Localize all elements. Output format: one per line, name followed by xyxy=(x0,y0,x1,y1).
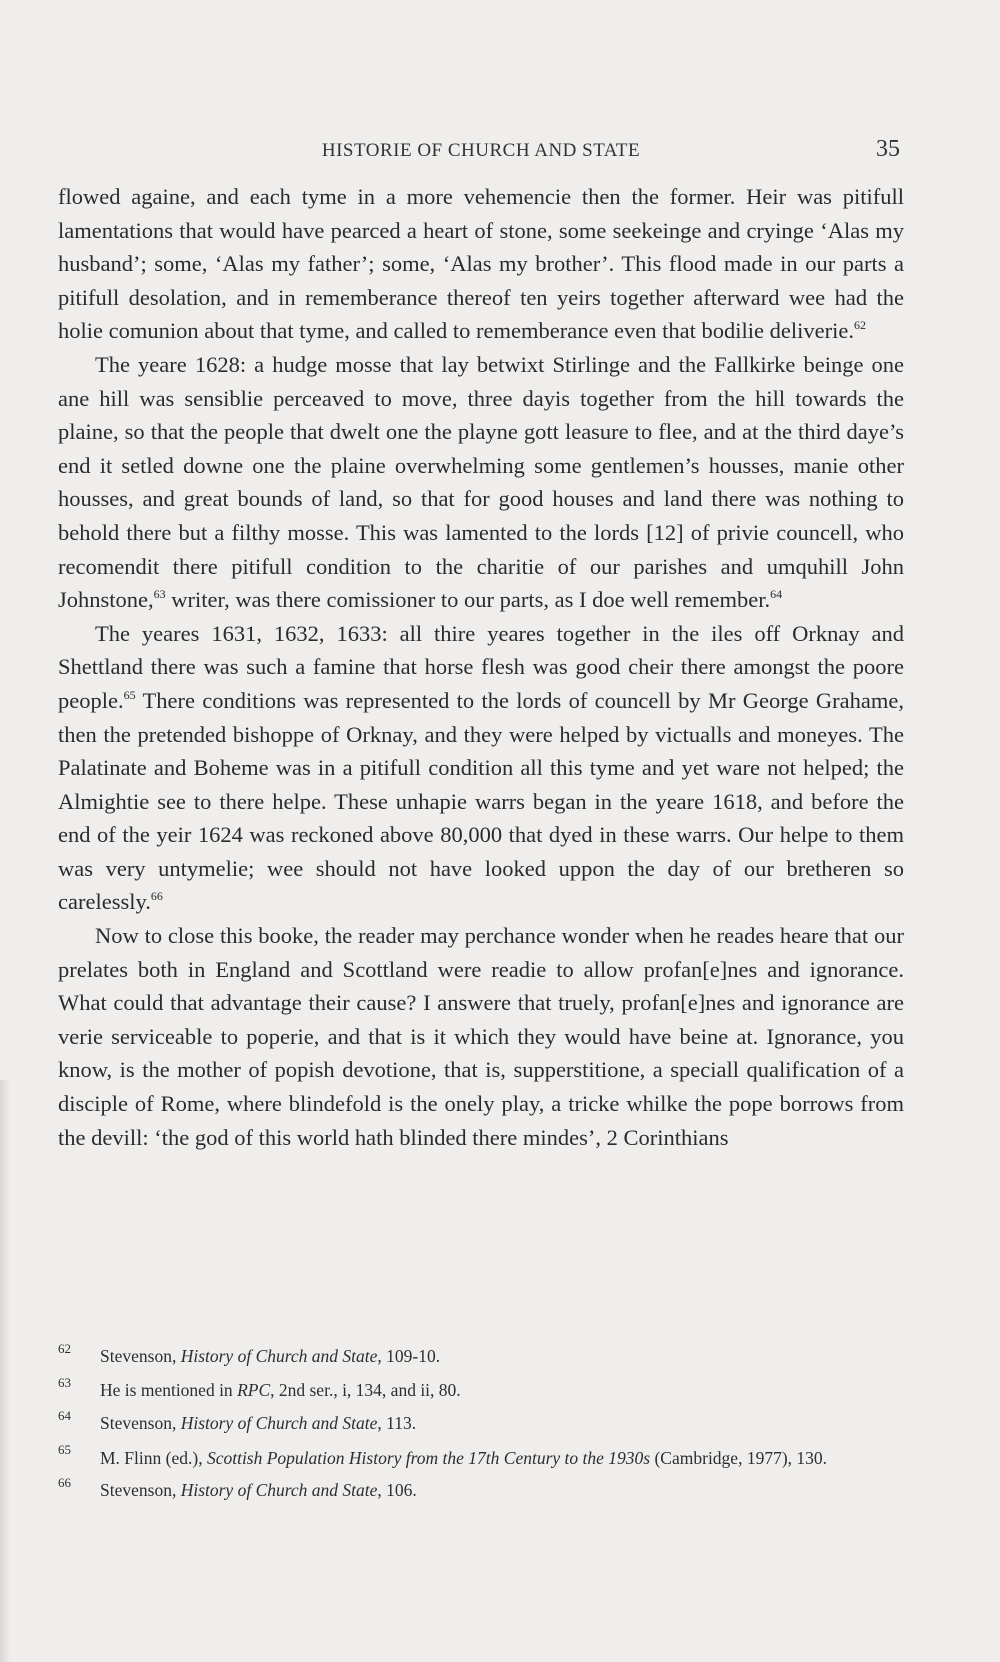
footnote-ref[interactable]: 65 xyxy=(123,687,136,702)
footnote-title: RPC xyxy=(237,1379,271,1400)
footnote-number: 62 xyxy=(58,1341,71,1356)
page-number: 35 xyxy=(876,136,900,162)
footnote-number: 63 xyxy=(58,1374,71,1390)
footnote-number: 66 xyxy=(58,1474,71,1490)
footnote-text: He is mentioned in xyxy=(100,1379,238,1400)
footnote-text: , 109-10. xyxy=(377,1346,441,1366)
footnote xyxy=(58,1441,904,1470)
footnote-text: Stevenson, xyxy=(100,1413,181,1433)
page-header xyxy=(58,136,904,170)
footnote xyxy=(58,1407,904,1441)
footnote-text: (Cambridge, 1977), 130. xyxy=(650,1447,828,1468)
footnote-ref[interactable]: 63 xyxy=(153,587,166,602)
footnote xyxy=(58,1340,904,1374)
paragraph xyxy=(58,919,904,1154)
paragraph xyxy=(58,180,904,348)
paragraph xyxy=(58,617,904,919)
paragraph-text: There conditions was represented to the lords of councell by Mr George Grahame, then the pretended bishoppe of Orknay, and they were helped by victualls and moneyes. The Palatinate and Boheme was in a pitifull condition all this tyme and yet ware not helped; the Almightie see to there helpe. These unhapie warrs began in the yeare 1618, and before the end of the yeir 1624 was reckoned above 80,000 that dyed in these warrs. Our helpe to them was very untymelie; wee should not have looked uppon the day of our bretheren so carelessly. xyxy=(58,687,904,915)
footnote-number: 65 xyxy=(58,1441,71,1457)
paragraph xyxy=(58,348,904,617)
footnote-text: M. Flinn (ed.), xyxy=(100,1447,207,1468)
footnote-text: , 106. xyxy=(377,1479,417,1500)
footnote-ref[interactable]: 66 xyxy=(150,889,163,904)
paragraph-text: writer, was there comissioner to our parts, as I doe well remember. xyxy=(165,587,771,613)
footnote-title: History of Church and State xyxy=(180,1479,378,1500)
footnote-text: , 2nd ser., i, 134, and ii, 80. xyxy=(270,1379,461,1400)
page-gutter-shadow xyxy=(0,1080,10,1662)
footnote xyxy=(58,1474,904,1508)
paragraph-text: flowed againe, and each tyme in a more vehemencie then the former. Heir was pitifull lamentations that would have pearced a heart of stone, some seekeinge and cryinge ‘Alas my husband’; some, ‘Alas my father’; some, ‘Alas my brother’. This flood made in our parts a pitifull desolation, and in rememberance thereof ten yeirs together afterward wee had the holie comunion about that tyme, and called to rememberance even that bodilie deliverie. xyxy=(58,184,904,344)
body-text xyxy=(58,180,904,1154)
footnote-title: History of Church and State xyxy=(180,1346,378,1366)
footnote xyxy=(58,1374,904,1408)
footnote-text: , 113. xyxy=(377,1413,417,1433)
footnote-text: Stevenson, xyxy=(100,1346,181,1366)
footnote-ref[interactable]: 62 xyxy=(853,318,866,333)
footnote-text: Stevenson, xyxy=(100,1479,181,1500)
footnote-title: History of Church and State xyxy=(180,1413,378,1433)
paragraph-text: The yeare 1628: a hudge mosse that lay betwixt Stirlinge and the Fallkirke beinge one ane hill was sensiblie perceaved to move, three dayis together from the hill towards the plaine, so that the people that dwelt one the playne gott leasure to flee, and at the third daye’s end it setled downe one the plaine overwhelming some gentlemen’s housses, manie other housses, and great bounds of land, so that for good houses and land there was nothing to behold there but a filthy mosse. This was lamented to the lords [12] of privie councell, who recomendit there pitifull condition to the charitie of our parishes and umquhill John Johnstone, xyxy=(58,351,904,613)
footnotes xyxy=(58,1340,904,1507)
running-head: HISTORIE OF CHURCH AND STATE xyxy=(321,140,641,161)
paragraph-text: The yeares 1631, 1632, 1633: all thire yeares together in the iles off Orknay and Shettland there was such a famine that horse flesh was good cheir there amongst the poore people. xyxy=(58,620,904,713)
footnote-title: Scottish Population History from the 17th Century to the 1930s xyxy=(206,1447,651,1468)
footnote-ref[interactable]: 64 xyxy=(770,587,783,602)
footnote-number: 64 xyxy=(58,1408,71,1423)
paragraph-text: Now to close this booke, the reader may perchance wonder when he reades heare that our prelates both in England and Scottland were readie to allow profan[e]nes and ignorance. What could that advantage their cause? I answere that truely, profan[e]nes and ignorance are verie serviceable to poperie, and that is it which they would have beine at. Ignorance, you know, is the mother of popish devotione, that is, supperstitione, a speciall qualification of a disciple of Rome, where blindefold is the onely play, a tricke whilke the pope borrows from the devill: ‘the god of this world hath blinded there mindes’, 2 Corinthians xyxy=(58,923,904,1150)
